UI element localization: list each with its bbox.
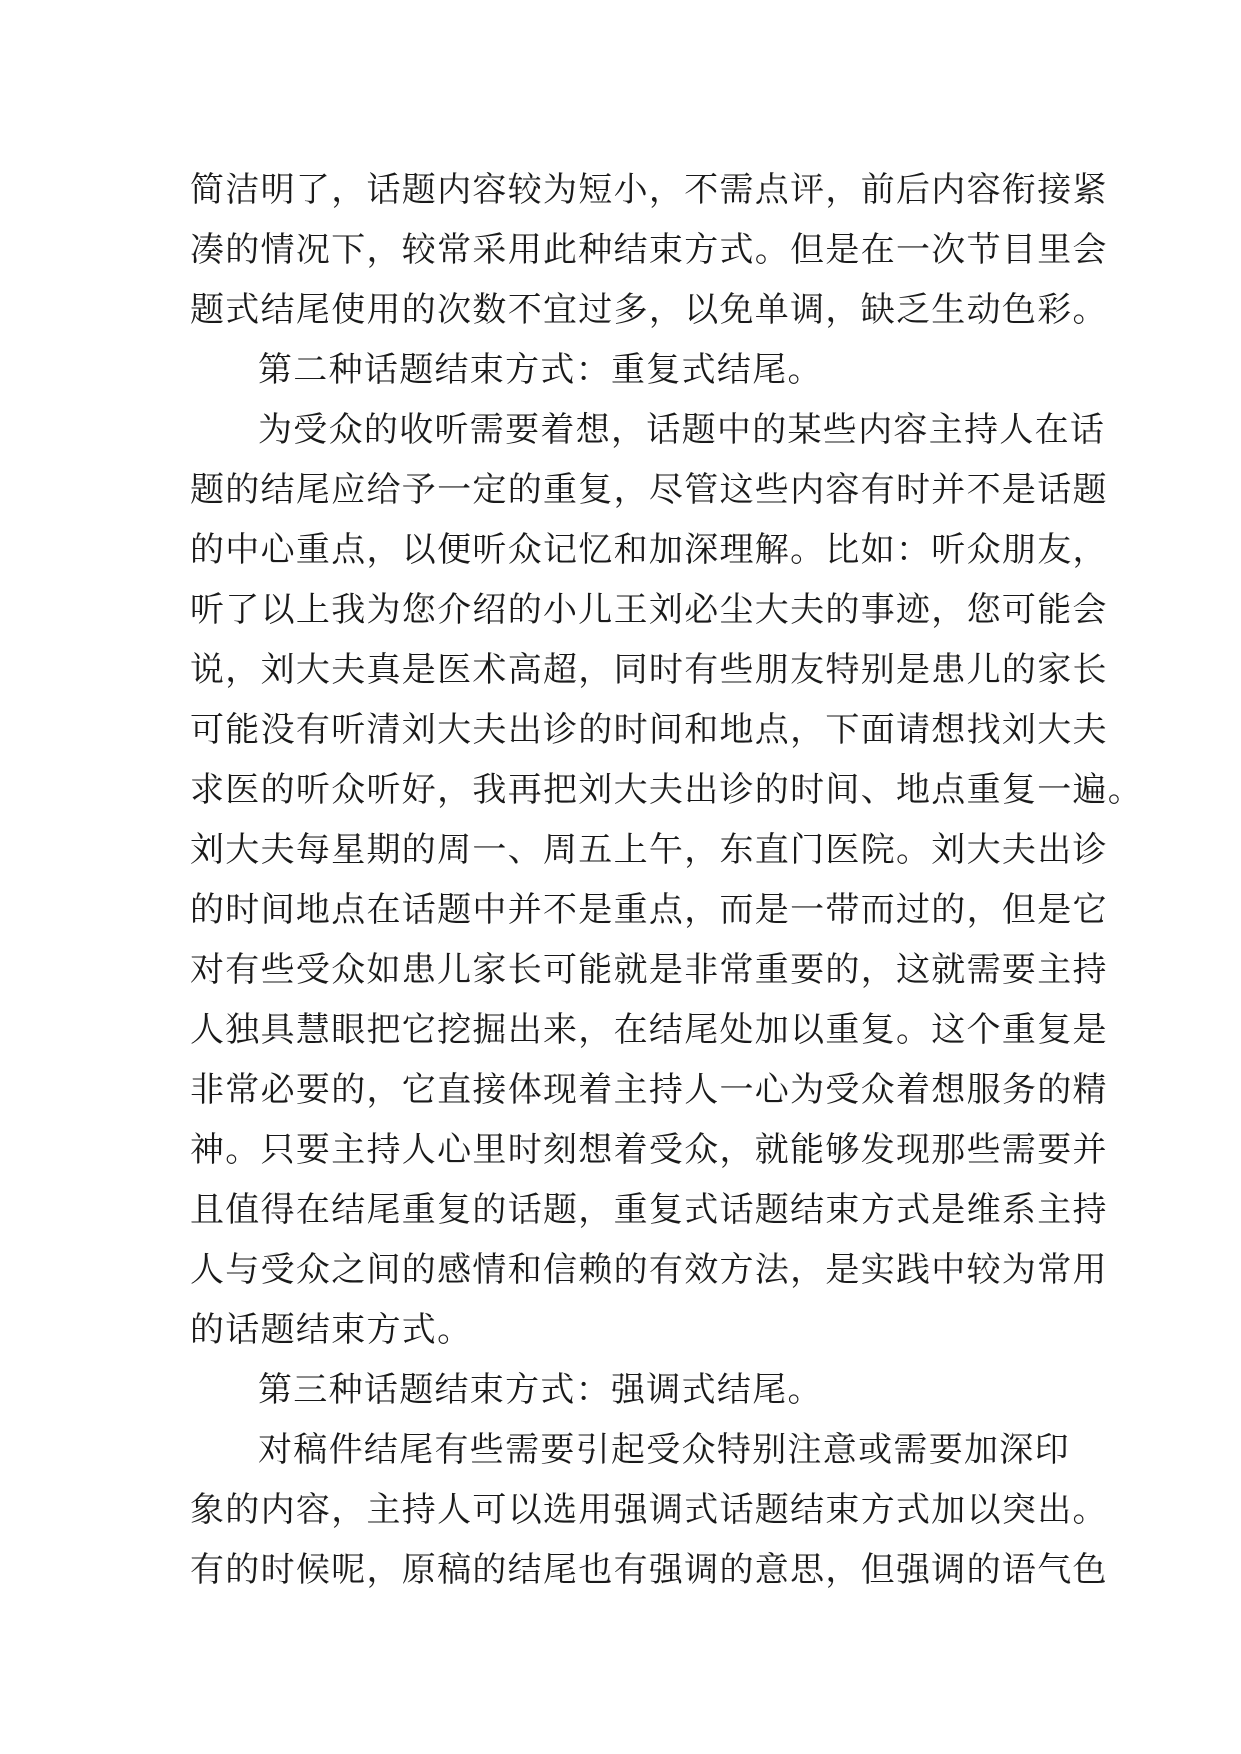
text-line: 说，刘大夫真是医术高超，同时有些朋友特别是患儿的家长	[190, 650, 1108, 690]
text-line: 对稿件结尾有些需要引起受众特别注意或需要加深印	[258, 1430, 1070, 1470]
section-heading-third: 第三种话题结束方式：强调式结尾。	[258, 1370, 823, 1410]
text-line: 人与受众之间的感情和信赖的有效方法，是实践中较为常用	[190, 1250, 1108, 1290]
text-line: 神。只要主持人心里时刻想着受众，就能够发现那些需要并	[190, 1130, 1108, 1170]
section-heading-second: 第二种话题结束方式：重复式结尾。	[258, 350, 823, 390]
text-line: 且值得在结尾重复的话题，重复式话题结束方式是维系主持	[190, 1190, 1108, 1230]
text-line: 题式结尾使用的次数不宜过多，以免单调，缺乏生动色彩。	[190, 290, 1108, 330]
text-line: 象的内容，主持人可以选用强调式话题结束方式加以突出。	[190, 1490, 1108, 1530]
text-line: 凑的情况下，较常采用此种结束方式。但是在一次节目里会	[190, 230, 1108, 270]
text-line: 可能没有听清刘大夫出诊的时间和地点，下面请想找刘大夫	[190, 710, 1108, 750]
text-line: 求医的听众听好，我再把刘大夫出诊的时间、地点重复一遍。	[190, 770, 1144, 810]
text-line: 人独具慧眼把它挖掘出来，在结尾处加以重复。这个重复是	[190, 1010, 1108, 1050]
text-line: 听了以上我为您介绍的小儿王刘必尘大夫的事迹，您可能会	[190, 590, 1108, 630]
text-line: 刘大夫每星期的周一、周五上午，东直门医院。刘大夫出诊	[190, 830, 1108, 870]
text-line: 简洁明了，话题内容较为短小，不需点评，前后内容衔接紧	[190, 170, 1108, 210]
text-line: 非常必要的，它直接体现着主持人一心为受众着想服务的精	[190, 1070, 1108, 1110]
text-line: 的中心重点，以便听众记忆和加深理解。比如：听众朋友，	[190, 530, 1108, 570]
text-line: 为受众的收听需要着想，话题中的某些内容主持人在话	[258, 410, 1106, 450]
text-line: 对有些受众如患儿家长可能就是非常重要的，这就需要主持	[190, 950, 1108, 990]
body-text	[190, 160, 1144, 1600]
text-line: 题的结尾应给予一定的重复，尽管这些内容有时并不是话题	[190, 470, 1108, 510]
text-line: 的话题结束方式。	[190, 1310, 473, 1350]
text-line: 的时间地点在话题中并不是重点，而是一带而过的，但是它	[190, 890, 1108, 930]
text-line: 有的时候呢，原稿的结尾也有强调的意思，但强调的语气色	[190, 1550, 1108, 1590]
